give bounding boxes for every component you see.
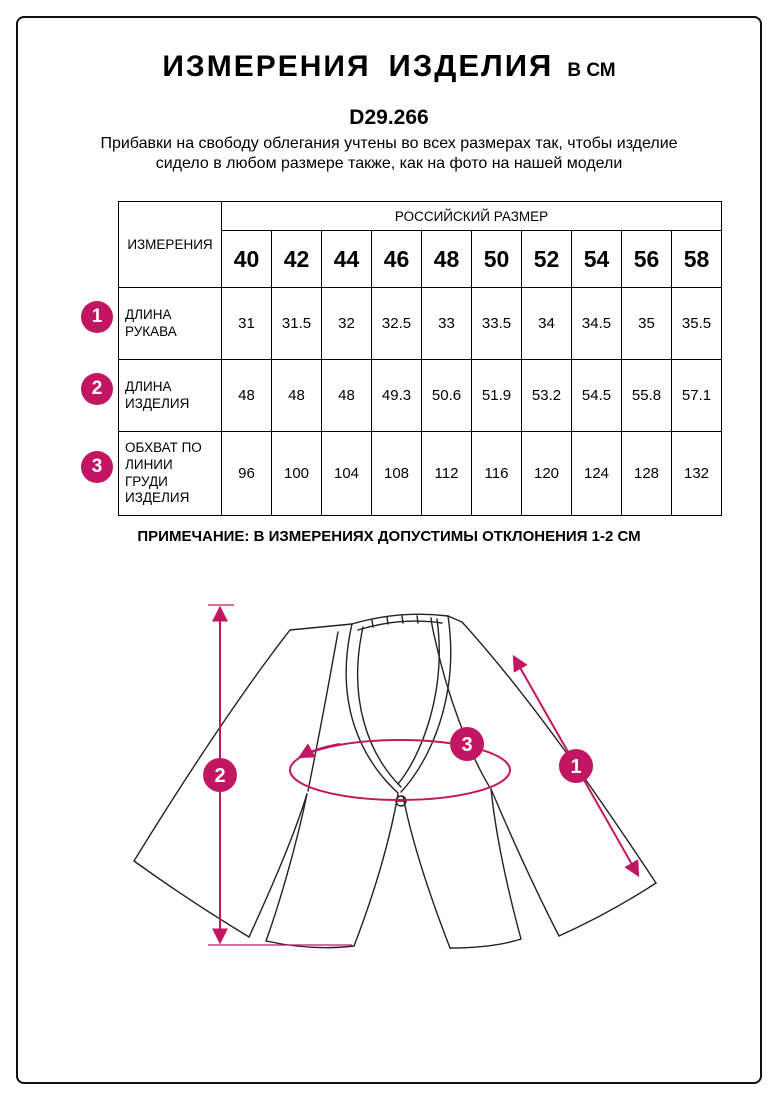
- cell-value: 132: [672, 432, 722, 516]
- diagram-marker-3-num: 3: [461, 734, 473, 756]
- size-table: [118, 201, 722, 516]
- size-header: 50: [472, 231, 522, 288]
- cell-value: 32: [322, 288, 372, 360]
- row-label: ДЛИНА РУКАВА: [119, 288, 222, 360]
- cell-value: 128: [622, 432, 672, 516]
- size-table-wrap: [118, 201, 722, 516]
- cell-value: 108: [372, 432, 422, 516]
- row-marker-1: 1: [81, 301, 113, 333]
- cell-value: 31.5: [272, 288, 322, 360]
- diagram-markers: [203, 727, 593, 792]
- size-header: 40: [222, 231, 272, 288]
- size-header: 54: [572, 231, 622, 288]
- corner-header: ИЗМЕРЕНИЯ: [119, 202, 222, 288]
- cell-value: 124: [572, 432, 622, 516]
- diagram-marker-1-num: 1: [570, 756, 582, 778]
- cell-value: 48: [322, 360, 372, 432]
- product-code: D29.266: [349, 106, 429, 129]
- page-title: [0, 48, 778, 84]
- table-row-chest-girth: [119, 432, 722, 516]
- garment-measurement-diagram: [100, 580, 720, 980]
- size-header: 42: [272, 231, 322, 288]
- cell-value: 34.5: [572, 288, 622, 360]
- row-label: ДЛИНА ИЗДЕЛИЯ: [119, 360, 222, 432]
- row-label: ОБХВАТ ПО ЛИНИИ ГРУДИ ИЗДЕЛИЯ: [119, 432, 222, 516]
- cell-value: 120: [522, 432, 572, 516]
- cell-value: 116: [472, 432, 522, 516]
- cell-value: 48: [222, 360, 272, 432]
- table-row-sleeve-length: [119, 288, 722, 360]
- row-marker-2: 2: [81, 373, 113, 405]
- cell-value: 53.2: [522, 360, 572, 432]
- cell-value: 54.5: [572, 360, 622, 432]
- cell-value: 33.5: [472, 288, 522, 360]
- size-header: 52: [522, 231, 572, 288]
- cell-value: 100: [272, 432, 322, 516]
- cell-value: 35: [622, 288, 672, 360]
- cell-value: 33: [422, 288, 472, 360]
- tolerance-note: ПРИМЕЧАНИЕ: В ИЗМЕРЕНИЯХ ДОПУСТИМЫ ОТКЛОНЕНИЯ 1-2 СМ: [137, 528, 641, 545]
- row-marker-3: 3: [81, 451, 113, 483]
- cell-value: 112: [422, 432, 472, 516]
- cell-value: 34: [522, 288, 572, 360]
- size-header: 48: [422, 231, 472, 288]
- size-header: 44: [322, 231, 372, 288]
- title-word-product: ИЗДЕЛИЯ: [388, 48, 554, 83]
- cell-value: 50.6: [422, 360, 472, 432]
- cell-value: 96: [222, 432, 272, 516]
- diagram-marker-2-num: 2: [214, 765, 226, 787]
- cell-value: 31: [222, 288, 272, 360]
- size-header: 46: [372, 231, 422, 288]
- cell-value: 104: [322, 432, 372, 516]
- cell-value: 32.5: [372, 288, 422, 360]
- title-unit: В СМ: [567, 60, 616, 81]
- cell-value: 35.5: [672, 288, 722, 360]
- group-header-russian-size: РОССИЙСКИЙ РАЗМЕР: [222, 202, 722, 231]
- cell-value: 48: [272, 360, 322, 432]
- cell-value: 49.3: [372, 360, 422, 432]
- fit-description: Прибавки на свободу облегания учтены во всех размерах так, чтобы изделие сидело в любом размере также, как на фото на нашей модели: [100, 135, 678, 173]
- size-header: 58: [672, 231, 722, 288]
- table-row-garment-length: [119, 360, 722, 432]
- title-word-measurements: ИЗМЕРЕНИЯ: [162, 50, 371, 83]
- size-header: 56: [622, 231, 672, 288]
- cell-value: 55.8: [622, 360, 672, 432]
- cell-value: 57.1: [672, 360, 722, 432]
- cell-value: 51.9: [472, 360, 522, 432]
